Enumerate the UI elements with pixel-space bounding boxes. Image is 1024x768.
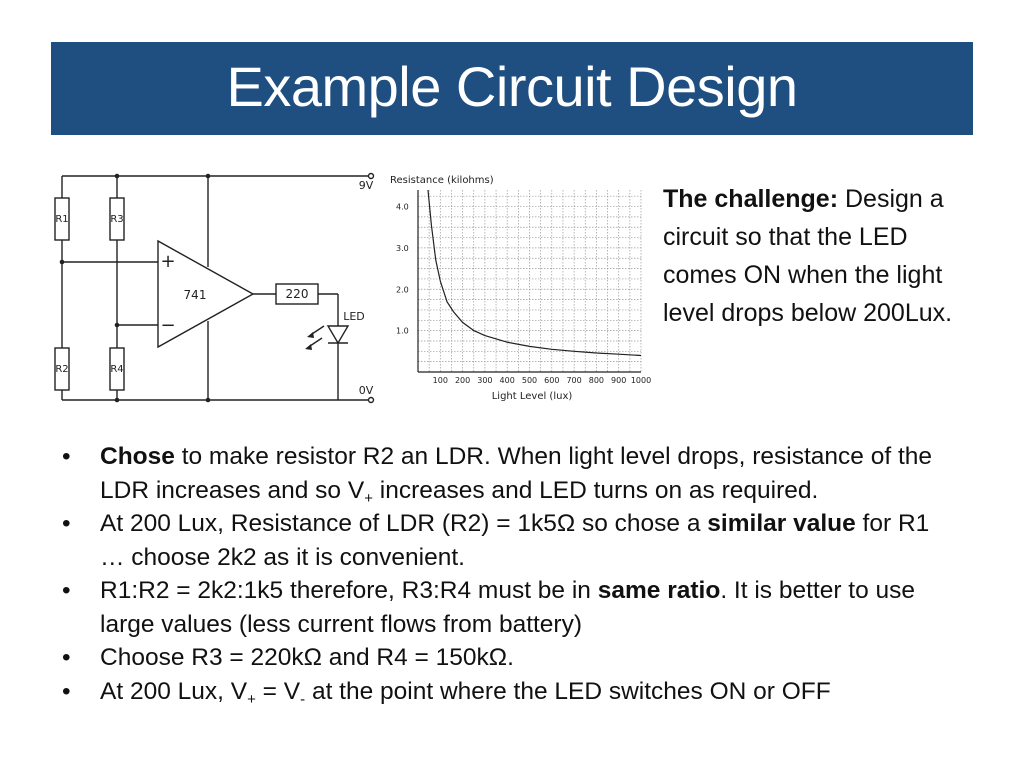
x-tick-label: 1000 (630, 376, 652, 385)
label-r2: R2 (55, 364, 69, 375)
bullet-item (60, 574, 960, 641)
bullet-text: increases and LED turns on as required. (372, 476, 819, 504)
led-symbol (328, 326, 348, 343)
challenge-text (663, 180, 963, 332)
x-axis-label: Light Level (lux) (491, 391, 573, 402)
x-tick-label: 200 (454, 376, 471, 385)
slide-title: Example Circuit Design (226, 55, 798, 118)
label-0v: 0V (358, 384, 374, 397)
challenge-body: Design a circuit so that the LED comes ON when the light level drops below 200Lux. (663, 185, 953, 327)
x-tick-label: 400 (499, 376, 515, 385)
bullet-dot: • (62, 644, 71, 671)
y-tick-label: 3.0 (396, 243, 409, 253)
y-tick-label: 4.0 (396, 202, 409, 212)
bullet-bold: same ratio (597, 577, 721, 604)
bullet-text: = V (255, 677, 301, 705)
resistance-graph (386, 168, 652, 408)
label-minus: − (160, 315, 176, 336)
series-resistance-curve (428, 190, 641, 356)
label-opamp: 741 (183, 288, 207, 302)
bullet-text: At 200 Lux, V (100, 677, 248, 705)
bullet-item (60, 440, 960, 507)
bullet-bold: Chose (100, 443, 175, 470)
bullet-item (60, 641, 960, 675)
bullet-list (60, 440, 960, 708)
label-led: LED (343, 310, 365, 323)
bullet-item (60, 507, 960, 574)
label-r4: R4 (110, 364, 124, 375)
bullet-text: for R1 … choose 2k2 as it is convenient. (100, 510, 930, 571)
subscript: + (364, 489, 373, 507)
title-bar (51, 42, 973, 135)
bullet-text: R1:R2 = 2k2:1k5 therefore, R3:R4 must be in (100, 577, 598, 604)
y-tick-label: 2.0 (396, 285, 409, 295)
x-tick-label: 800 (588, 376, 605, 385)
x-tick-label: 700 (566, 376, 582, 385)
bullet-dot: • (62, 577, 71, 604)
label-r1: R1 (55, 214, 69, 225)
label-plus: + (160, 251, 176, 272)
ground-terminal (369, 398, 374, 403)
label-9v: 9V (358, 179, 374, 192)
y-tick-label: 1.0 (396, 326, 409, 336)
bullet-text: Choose R3 = 220kΩ and R4 = 150kΩ. (100, 644, 514, 671)
bullet-item (60, 675, 960, 709)
bullet-text: at the point where the LED switches ON or OFF (305, 677, 831, 705)
bullet-text: . It is better to use large values (less current flows from battery) (100, 577, 916, 638)
y-axis-label: Resistance (kilohms) (390, 175, 494, 186)
bullet-dot: • (62, 443, 71, 470)
circuit-diagram (48, 168, 378, 408)
subscript: - (300, 690, 306, 708)
supply-terminal (369, 174, 374, 179)
bullet-dot: • (62, 677, 71, 705)
label-r3: R3 (110, 214, 124, 225)
x-tick-label: 900 (611, 376, 627, 385)
light-arrow (312, 326, 324, 334)
x-tick-label: 300 (477, 376, 493, 385)
subscript: + (247, 690, 256, 708)
x-tick-label: 100 (432, 376, 448, 385)
light-arrow (310, 338, 322, 346)
bullet-dot: • (62, 510, 71, 537)
bullet-text: At 200 Lux, Resistance of LDR (R2) = 1k5Ω so chose a (100, 510, 708, 537)
bullet-text: to make resistor R2 an LDR. When light level drops, resistance of the LDR increases and so V (100, 443, 933, 504)
x-tick-label: 500 (521, 376, 538, 385)
x-tick-label: 600 (544, 376, 560, 385)
label-220: 220 (285, 287, 309, 301)
challenge-lead: The challenge: (663, 185, 839, 213)
bullet-bold: similar value (707, 510, 856, 537)
